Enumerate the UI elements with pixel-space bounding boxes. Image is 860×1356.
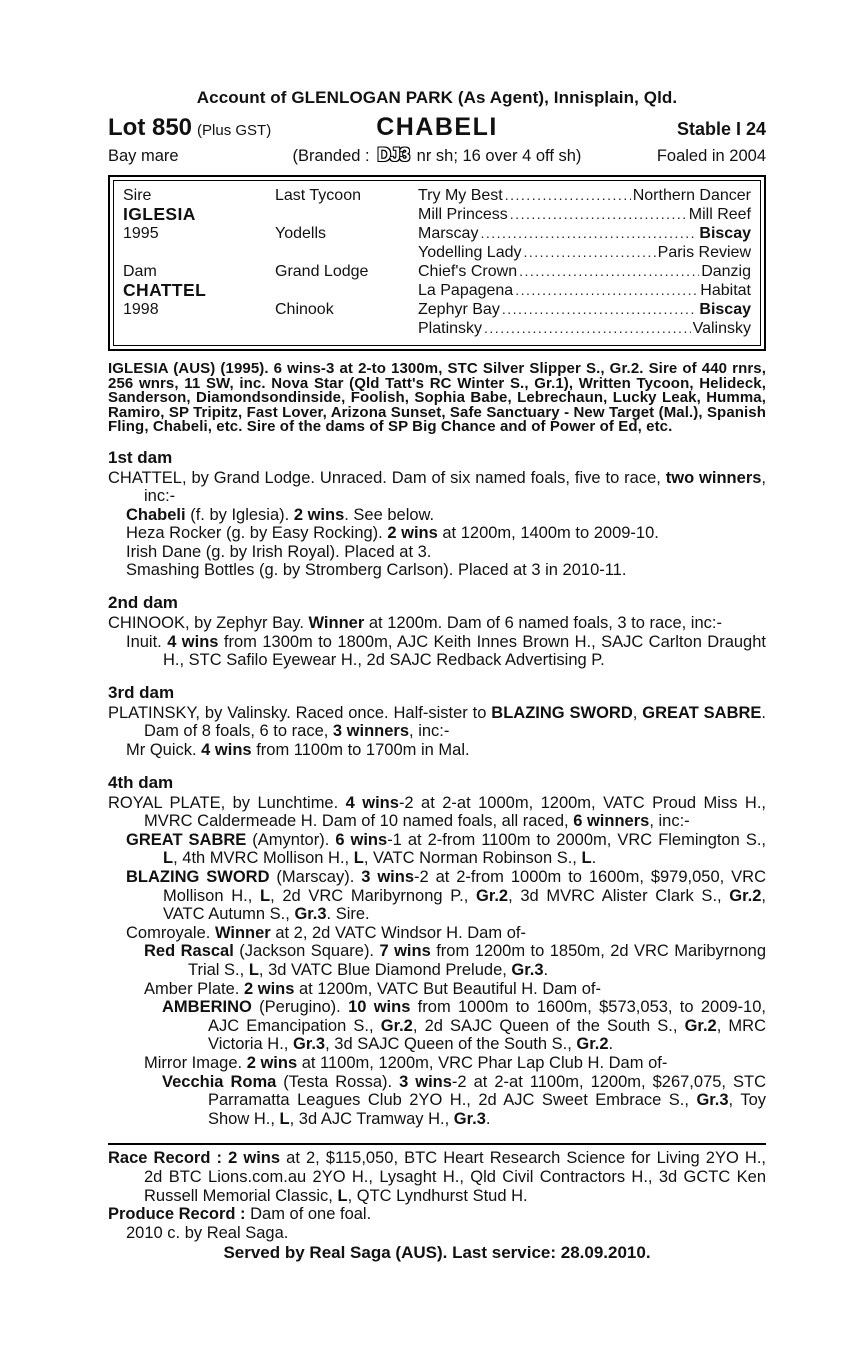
horse-name: CHABELI <box>376 113 498 141</box>
dam-dam: Chinook <box>275 301 334 318</box>
section-1st-dam <box>108 448 766 581</box>
section-heading: 3rd dam <box>108 682 175 702</box>
account-line: Account of GLENLOGAN PARK (As Agent), Innisplain, Qld. <box>196 88 678 107</box>
ancestor-name: Mill Princess <box>418 206 508 223</box>
foaled-year: Foaled in 2004 <box>656 147 766 165</box>
progeny-entry: Inuit. 4 wins from 1300m to 1800m, AJC Keith Innes Brown H., SAJC Carlton Draught H., STC Safilo Eyewear H., 2d SAJC Redback Advertising P. <box>126 632 766 670</box>
horse-description: Bay mare <box>108 147 179 165</box>
ancestor-sire: Danzig <box>701 263 751 280</box>
progeny-entry: Chabeli (f. by Iglesia). 2 wins. See below. <box>126 505 435 524</box>
ancestor-name: Marscay <box>418 225 479 242</box>
ancestor-sire: Habitat <box>700 282 751 299</box>
race-record-block <box>108 1143 766 1263</box>
gen3-row <box>418 281 751 300</box>
progeny-entry: Mr Quick. 4 wins from 1100m to 1700m in Mal. <box>126 741 470 760</box>
ancestor-name: Yodelling Lady <box>418 244 522 261</box>
produce-record-paragraph: Produce Record : Dam of one foal. <box>108 1205 372 1224</box>
ancestor-name: Chief's Crown <box>418 263 518 280</box>
progeny-entry: Vecchia Roma (Testa Rossa). 3 wins-2 at 2-at 1100m, 1200m, $267,075, STC Parramatta Leagues Club 2YO H., 2d AJC Sweet Embrace S., Gr.3, Toy Show H., L, 3d AJC Tramway H., Gr.3. <box>162 1072 766 1128</box>
section-4th-dam <box>108 773 766 1129</box>
ancestor-sire: Mill Reef <box>688 206 751 223</box>
gen3-row <box>418 243 751 262</box>
ancestor-name: Platinsky <box>418 320 483 337</box>
dot-leader <box>515 281 698 300</box>
dam-summary-paragraph: CHINOOK, by Zephyr Bay. Winner at 1200m. Dam of 6 named foals, 3 to race, inc:- <box>108 614 722 633</box>
progeny-entry: Heza Rocker (g. by Easy Rocking). 2 wins at 1200m, 1400m to 2009-10. <box>126 524 659 543</box>
stable-position: Stable I 24 <box>676 119 766 139</box>
description-row <box>108 145 766 167</box>
ancestor-name: Zephyr Bay <box>418 301 500 318</box>
dam-sire: Grand Lodge <box>275 263 369 280</box>
dam-summary-paragraph: ROYAL PLATE, by Lunchtime. 4 wins-2 at 2-at 1000m, 1200m, VATC Proud Miss H., MVRC Caldermeade H. Dam of 10 named foals, all raced, 6 winners, inc:- <box>108 793 766 831</box>
gen3-row <box>418 186 751 205</box>
brand-prefix: (Branded : <box>292 147 370 165</box>
dam-summary-paragraph: PLATINSKY, by Valinsky. Raced once. Half-sister to BLAZING SWORD, GREAT SABRE. Dam of 8 foals, 6 to race, 3 winners, inc:- <box>108 703 767 741</box>
section-2nd-dam <box>108 593 766 670</box>
progeny-entry: Irish Dane (g. by Irish Royal). Placed at 3. <box>126 542 432 561</box>
progeny-entry: Comroyale. Winner at 2, 2d VATC Windsor H. Dam of- <box>126 923 526 942</box>
sire-year: 1995 <box>123 225 159 242</box>
section-3rd-dam <box>108 683 766 760</box>
brand-suffix: nr sh; 16 over 4 off sh) <box>416 147 582 165</box>
progeny-entry: Amber Plate. 2 wins at 1200m, VATC But Beautiful H. Dam of- <box>144 979 602 998</box>
sire-name: IGLESIA <box>123 204 196 224</box>
pedigree-table <box>123 186 751 338</box>
gen3-row <box>418 262 751 281</box>
ancestor-sire: Paris Review <box>657 244 751 261</box>
dam-name: CHATTEL <box>123 280 207 300</box>
dam-label: Dam <box>123 263 157 280</box>
brand-mark: DJ3 <box>377 145 410 166</box>
ancestor-sire: Biscay <box>699 225 751 242</box>
gen3-row <box>418 300 751 319</box>
service-line: Served by Real Saga (AUS). Last service: 28.09.2010. <box>223 1243 651 1263</box>
progeny-entry: Smashing Bottles (g. by Stromberg Carlson). Placed at 3 in 2010-11. <box>126 561 627 580</box>
race-record-paragraph: Race Record : 2 wins at 2, $115,050, BTC Heart Research Science for Living 2YO H., 2d BTC Lions.com.au 2YO H., Lysaght H., Qld Civil Contractors H., 3d GCTC Ken Russell Memorial Classic, L, QTC Lyndhurst Stud H. <box>108 1149 766 1205</box>
ancestor-sire: Valinsky <box>692 320 751 337</box>
dam-summary-paragraph: CHATTEL, by Grand Lodge. Unraced. Dam of six named foals, five to race, two winners, inc:- <box>108 468 767 506</box>
dot-leader <box>510 205 687 224</box>
dam-year: 1998 <box>123 301 159 318</box>
content-column <box>108 88 766 1263</box>
dot-leader <box>524 243 656 262</box>
dot-leader <box>502 300 698 319</box>
section-heading: 1st dam <box>108 447 173 467</box>
dot-leader <box>519 262 699 281</box>
brand-line <box>293 145 582 167</box>
gen3-row <box>418 205 751 224</box>
pedigree-box <box>108 175 766 351</box>
sire-summary: IGLESIA (AUS) (1995). 6 wins-3 at 2-to 1300m, STC Silver Slipper S., Gr.2. Sire of 440 rnrs, 256 wnrs, 11 SW, inc. Nova Star (Qld Tatt's RC Winter S., Gr.1), Written Tycoon, Helideck, Sanderson, Diamondsondinside, Foolish, Sophia Babe, Lebrechaun, Lucky Leak, Humma, Ramiro, SP Tripitz, Fast Lover, Arizona Sunset, Safe Sanctuary - New Target (Mal.), Spanish Fling, Chabeli, etc. Sire of the dams of SP Big Chance and of Power of Ed, etc. <box>108 360 766 435</box>
sire-label: Sire <box>123 187 152 204</box>
sire-dam: Yodells <box>275 225 327 242</box>
progeny-entry: Red Rascal (Jackson Square). 7 wins from 1200m to 1850m, 2d VRC Maribyrnong Trial S., L, 3d VATC Blue Diamond Prelude, Gr.3. <box>144 942 766 979</box>
progeny-entry: AMBERINO (Perugino). 10 wins from 1000m to 1600m, $573,053, to 2009-10, AJC Emancipation S., Gr.2, 2d SAJC Queen of the South S., Gr.2, MRC Victoria H., Gr.3, 3d SAJC Queen of the South S., Gr.2. <box>162 998 766 1054</box>
ancestor-sire: Northern Dancer <box>632 187 751 204</box>
dot-leader <box>505 186 631 205</box>
ancestor-sire: Biscay <box>699 301 751 318</box>
progeny-entry: GREAT SABRE (Amyntor). 6 wins-1 at 2-from 1100m to 2000m, VRC Flemington S., L, 4th MVRC Mollison H., L, VATC Norman Robinson S., L. <box>126 830 766 868</box>
section-heading: 2nd dam <box>108 593 178 613</box>
ancestor-name: La Papagena <box>418 282 514 299</box>
dot-leader <box>484 319 691 338</box>
progeny-entry: BLAZING SWORD (Marscay). 3 wins-2 at 2-from 1000m to 1600m, $979,050, VRC Mollison H., L, 2d VRC Maribyrnong P., Gr.2, 3d MVRC Alister Clark S., Gr.2, VATC Autumn S., Gr.3. Sire. <box>126 868 766 924</box>
ancestor-name: Try My Best <box>418 187 503 204</box>
plus-gst-label: (Plus GST) <box>197 122 272 139</box>
lot-number: Lot 850 <box>108 114 193 141</box>
gen3-row <box>418 224 751 243</box>
foal-entry: 2010 c. by Real Saga. <box>126 1223 289 1242</box>
sire-sire: Last Tycoon <box>275 187 361 204</box>
lot-left <box>108 114 376 142</box>
pedigree-box-inner <box>113 180 761 346</box>
gen3-row <box>418 319 751 338</box>
progeny-entry: Mirror Image. 2 wins at 1100m, 1200m, VRC Phar Lap Club H. Dam of- <box>144 1053 668 1072</box>
lot-row <box>108 113 766 142</box>
dot-leader <box>480 224 697 243</box>
section-heading: 4th dam <box>108 772 174 792</box>
